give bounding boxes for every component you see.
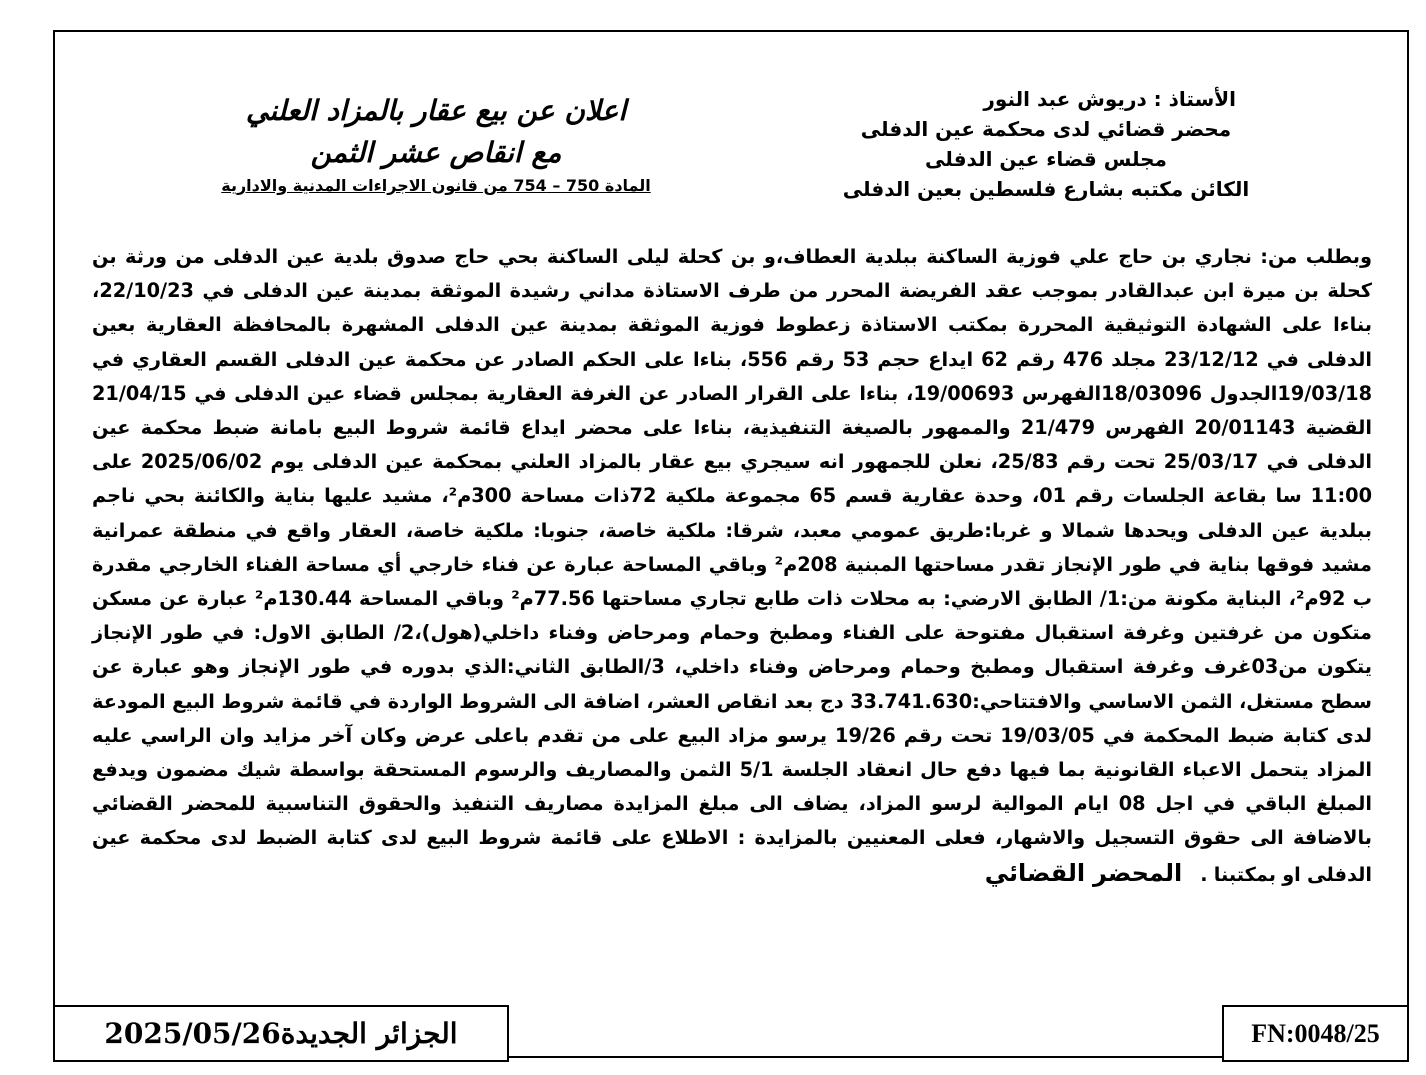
signature: المحضر القضائي — [984, 858, 1183, 887]
legal-reference: المادة 750 – 754 من قانون الاجراءات المدنية والادارية — [221, 176, 651, 195]
bailiff-info — [786, 84, 1306, 204]
notice-subtitle: مع انقاص عشر الثمن — [310, 136, 562, 169]
notice-title-block — [146, 90, 726, 195]
notice-paragraph — [92, 240, 1372, 892]
bailiff-title: محضر قضائي لدى محكمة عين الدفلى — [860, 117, 1232, 141]
newspaper-date-box: الجزائر الجديدة2025/05/26 — [53, 1005, 509, 1062]
notice-body — [92, 240, 1372, 892]
bailiff-name: الأستاذ : دريوش عبد النور — [983, 87, 1236, 111]
notice-text: وبطلب من: نجاري بن حاج علي فوزية الساكنة ببلدية العطاف،و بن كحلة ليلى الساكنة بحي حاج صدوق بلدية عين الدفلى من ورثة بن كحلة بن ميرة ابن عبدالقادر بموجب عقد الفريضة المحرر من طرف الاستاذة مداني رشيدة الموثقة بمدينة عين الدفلى في 22/10/23، بناءا على الشهادة التوثيقية المحررة بمكتب الاستاذة زعطوط فوزية الموثقة بمدينة عين الدفلى المشهرة بالمحافظة العقارية بعين الدفلى في 23/12/12 مجلد 476 رقم 62 ايداع حجم 53 رقم 556، بناءا على الحكم الصادر عن محكمة عين الدفلى القسم العقاري في 19/03/18الجدول 18/03096الفهرس 19/00693، بناءا على القرار الصادر عن الغرفة العقارية بمجلس قضاء عين الدفلى في 21/04/15 القضية 20/01143 الفهرس 21/479 والممهور بالصيغة التنفيذية، بناءا على محضر ايداع قائمة شروط البيع بامانة ضبط محكمة عين الدفلى في 25/03/17 تحت رقم 25/83، نعلن للجمهور انه سيجري بيع عقار بالمزاد العلني بمحكمة عين الدفلى يوم 2025/06/02 على 11:00 سا بقاعة الجلسات رقم 01، وحدة عقارية قسم 65 مجموعة ملكية 72ذات مساحة 300م²، مشيد عليها بناية والكائنة بحي ناجم ببلدية عين الدفلى ويحدها شمالا و غربا:طريق عمومي معبد، شرقا: ملكية خاصة، جنوبا: ملكية خاصة، العقار واقع في منطقة عمرانية مشيد فوقها بناية في طور الإنجاز تقدر مساحتها المبنية 208م² وباقي المساحة عبارة عن فناء خارجي أي مساحة الفناء الخارجي مقدرة ب 92م²، البناية مكونة من:1/ الطابق الارضي: به محلات ذات طابع تجاري مساحتها 77.56م² وباقي المساحة 130.44م² عبارة عن مسكن متكون من غرفتين وغرفة استقبال مفتوحة على الفناء ومطبخ وحمام ومرحاض وفناء داخلي(هول)،2/ الطابق الاول: في طور الإنجاز يتكون من03غرف وغرفة استقبال ومطبخ وحمام ومرحاض وفناء داخلي، 3/الطابق الثاني:الذي بدوره في طور الإنجاز وهو عبارة عن سطح مستغل، الثمن الاساسي والافتتاحي:33.741.630 دج بعد انقاص العشر، اضافة الى الشروط الواردة في قائمة شروط البيع المودعة لدى كتابة ضبط المحكمة في 19/03/05 تحت رقم 19/26 يرسو مزاد البيع على من تقدم باعلى عرض وكان آخر مزايد وان الراسي عليه المزاد يتحمل الاعباء القانونية بما فيها دفع حال انعقاد الجلسة 5/1 الثمن والمصاريف والرسوم المستحقة بواسطة شيك مضمون ويدفع المبلغ الباقي في اجل 08 ايام الموالية لرسو المزاد، يضاف الى مبلغ المزايدة مصاريف التنفيذ والحقوق التناسبية للمحضر القضائي بالاضافة الى حقوق التسجيل والاشهار، فعلى المعنيين بالمزايدة : الاطلاع على قائمة شروط البيع لدى كتابة الضبط لدى محكمة عين الدفلى او بمكتبنا . — [92, 245, 1373, 886]
bailiff-council: مجلس قضاء عين الدفلى — [925, 147, 1167, 171]
reference-number-box: FN:0048/25 — [1222, 1005, 1409, 1062]
notice-header — [56, 84, 1356, 224]
bailiff-address: الكائن مكتبه بشارع فلسطين بعين الدفلى — [842, 177, 1250, 201]
notice-title: اعلان عن بيع عقار بالمزاد العلني — [245, 94, 627, 127]
